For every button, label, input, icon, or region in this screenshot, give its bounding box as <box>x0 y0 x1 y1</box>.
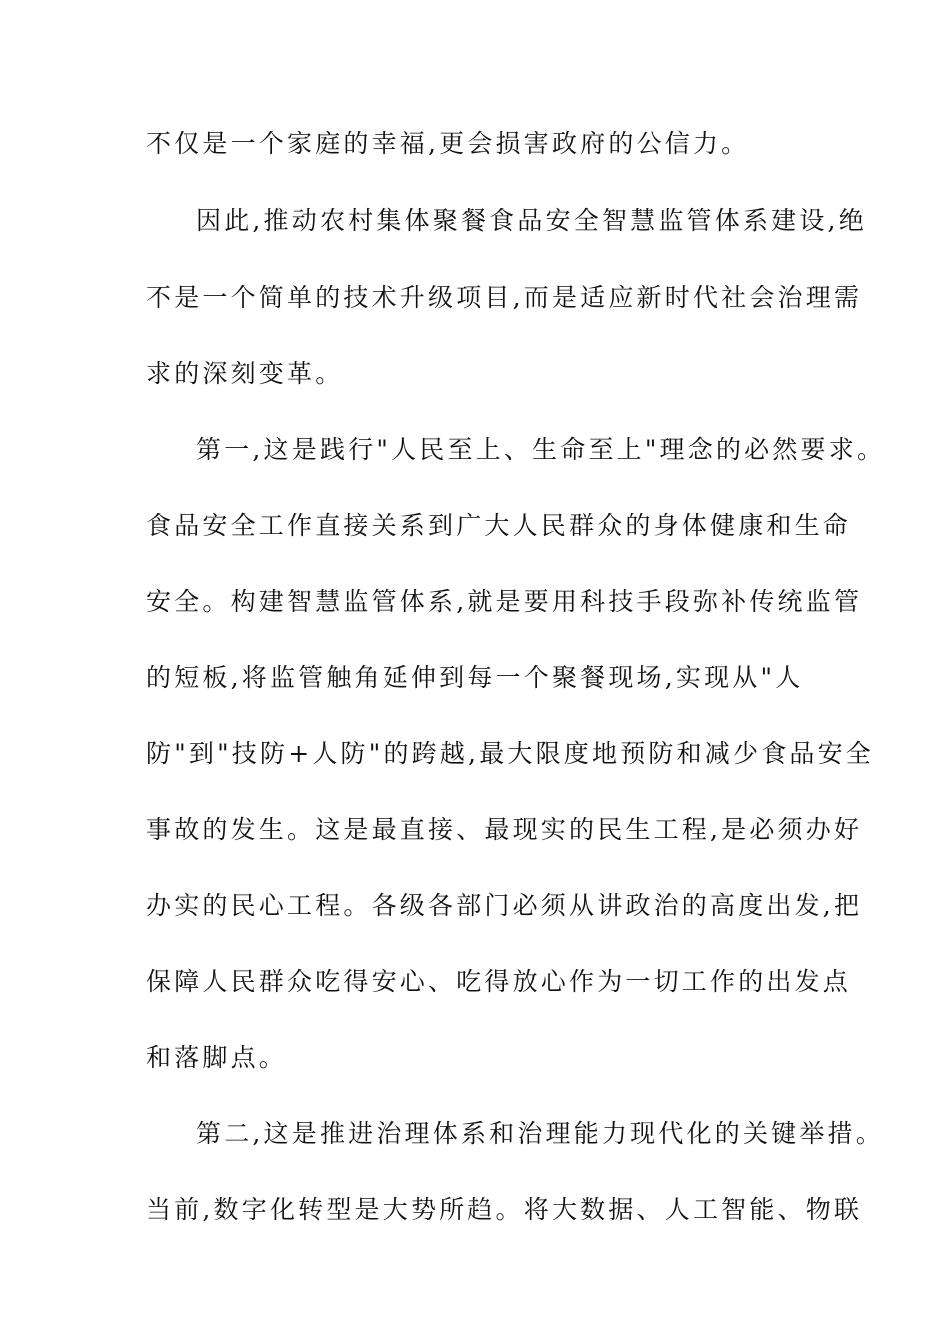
text-line-10: 事故的发生。这是最直接、最现实的民生工程,是必须办好 <box>146 815 863 844</box>
text-line-1: 不仅是一个家庭的幸福,更会损害政府的公信力。 <box>146 129 750 158</box>
text-line-11: 办实的民心工程。各级各部门必须从讲政治的高度出发,把 <box>146 891 863 920</box>
text-line-4: 求的深刻变革。 <box>146 359 344 388</box>
text-line-2: 因此,推动农村集体聚餐食品安全智慧监管体系建设,绝 <box>196 206 867 235</box>
text-line-9: 防"到"技防+人防"的跨越,最大限度地预防和减少食品安全 <box>146 739 874 768</box>
text-line-12: 保障人民群众吃得安心、吃得放心作为一切工作的出发点 <box>146 967 852 996</box>
text-line-5: 第一,这是践行"人民至上、生命至上"理念的必然要求。 <box>196 435 886 464</box>
text-line-15: 当前,数字化转型是大势所趋。将大数据、人工智能、物联 <box>146 1195 863 1224</box>
text-line-6: 食品安全工作直接关系到广大人民群众的身体健康和生命 <box>146 511 852 540</box>
text-line-14: 第二,这是推进治理体系和治理能力现代化的关键举措。 <box>196 1119 884 1148</box>
text-line-8: 的短板,将监管触角延伸到每一个聚餐现场,实现从"人 <box>146 663 804 692</box>
text-line-3: 不是一个简单的技术升级项目,而是适应新时代社会治理需 <box>146 283 863 312</box>
text-line-7: 安全。构建智慧监管体系,就是要用科技手段弥补传统监管 <box>146 587 863 616</box>
text-line-13: 和落脚点。 <box>146 1043 288 1072</box>
